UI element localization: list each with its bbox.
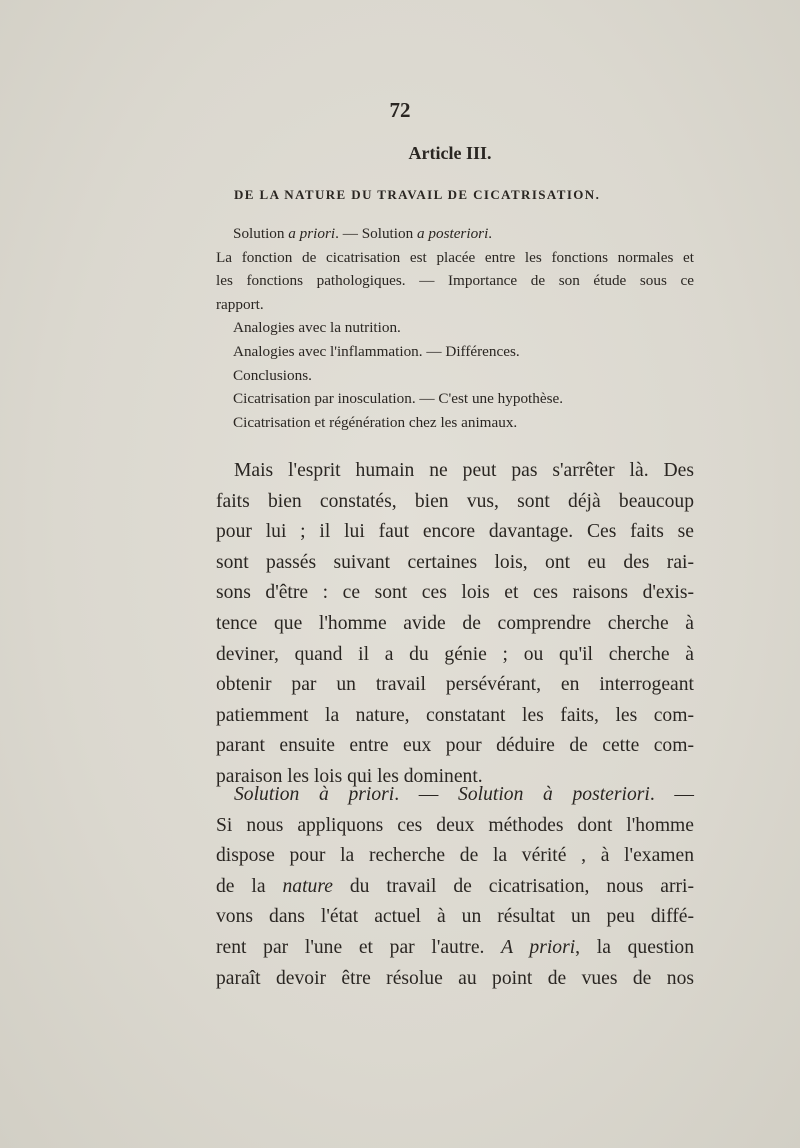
paragraph-line: Si nous appliquons ces deux méthodes dont l'homme: [216, 814, 694, 836]
paragraph-line: sont passés suivant certaines lois, ont eu des rai-: [216, 551, 694, 573]
paragraph-italic: nature: [282, 875, 333, 897]
article-summary: [216, 222, 694, 434]
paragraph-line: parant ensuite entre eux pour déduire de cette com-: [216, 735, 694, 757]
paragraph-text: . —: [394, 784, 459, 805]
paragraph-text: de la: [216, 875, 283, 897]
paragraph-line: tence que l'homme avide de comprendre cherche à: [216, 612, 694, 634]
summary-line: [216, 222, 694, 246]
summary-line: rapport.: [216, 295, 264, 313]
paragraph-italic: Solution à posteriori: [458, 784, 650, 805]
paragraph-line: [216, 933, 694, 964]
summary-text: Solution: [233, 225, 289, 242]
paragraph-line: [216, 872, 694, 903]
paragraph-line: dispose pour la recherche de la vérité , à l'examen: [216, 845, 694, 867]
summary-line: Analogies avec la nutrition.: [233, 319, 401, 337]
summary-text: . — Solution: [335, 225, 417, 242]
paragraph-text: . —: [649, 784, 694, 805]
summary-line: La fonction de cicatrisation est placée entre les fonctions normales et: [216, 248, 694, 266]
summary-line: les fonctions pathologiques. — Importance de son étude sous ce: [216, 272, 694, 290]
paragraph-line: paraît devoir être résolue au point de vues de nos: [216, 967, 694, 989]
paragraph-line: vons dans l'état actuel à un résultat un peu diffé-: [216, 906, 694, 928]
paragraph-line: [216, 780, 694, 811]
paragraph: [216, 780, 694, 994]
paragraph-line: patiemment la nature, constatant les faits, les com-: [216, 704, 694, 726]
summary-line: Cicatrisation par inosculation. — C'est une hypothèse.: [233, 390, 564, 408]
page-number: 72: [389, 98, 411, 122]
summary-line: Conclusions.: [233, 366, 312, 384]
paragraph-line: obtenir par un travail persévérant, en interrogeant: [216, 674, 694, 696]
paragraph: [216, 456, 694, 793]
paragraph-line: Mais l'esprit humain ne peut pas s'arrêter là. Des: [234, 460, 694, 481]
paragraph-italic: Solution à priori: [234, 784, 395, 805]
paragraph-line: faits bien constatés, bien vus, sont déjà beaucoup: [216, 490, 694, 512]
article-title: Article III.: [408, 143, 492, 163]
paragraph-italic: A priori: [501, 936, 576, 958]
paragraph-line: sons d'être : ce sont ces lois et ces raisons d'exis-: [216, 582, 694, 604]
paragraph-line: pour lui ; il lui faut encore davantage. Ces faits se: [216, 521, 694, 543]
paragraph-text: , la question: [575, 936, 695, 958]
section-heading: DE LA NATURE DU TRAVAIL DE CICATRISATION.: [234, 187, 601, 202]
paragraph-line: deviner, quand il a du génie ; ou qu'il cherche à: [216, 643, 694, 665]
summary-text: .: [488, 225, 493, 242]
summary-line: Cicatrisation et régénération chez les animaux.: [233, 413, 518, 431]
paragraph-text: rent par l'une et par l'autre.: [216, 936, 502, 958]
paragraph-text: du travail de cicatrisation, nous arri-: [332, 875, 695, 897]
summary-italic: a priori: [288, 225, 336, 242]
summary-italic: a posteriori: [416, 225, 489, 242]
paragraph-line: paraison les lois qui les dominent.: [216, 765, 483, 787]
summary-line: Analogies avec l'inflammation. — Différences.: [233, 342, 520, 360]
